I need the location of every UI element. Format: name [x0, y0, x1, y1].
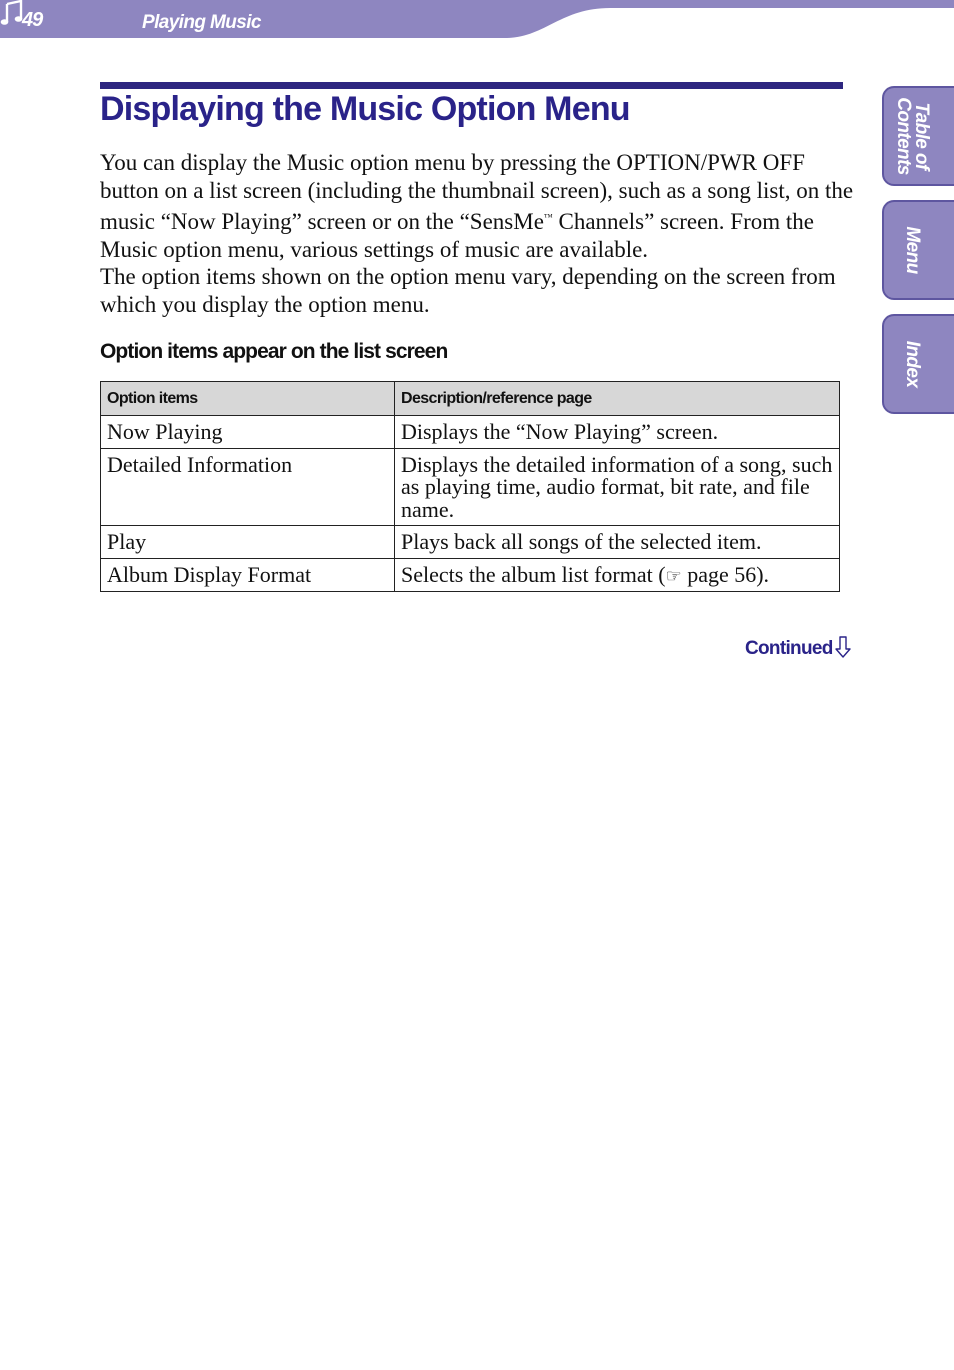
option-item: Play — [101, 526, 395, 559]
options-table — [100, 381, 840, 592]
tab-menu[interactable] — [882, 200, 954, 300]
column-header-option-items: Option items — [101, 382, 395, 416]
option-description: Displays the “Now Playing” screen. — [395, 416, 840, 449]
table-row — [101, 416, 840, 449]
pointing-hand-icon: ☞ — [665, 565, 682, 586]
table-row — [101, 448, 840, 526]
subheading: Option items appear on the list screen — [100, 340, 448, 363]
page-number: 49 — [22, 9, 43, 31]
section-title: Playing Music — [142, 12, 261, 33]
intro-paragraph-2: The option items shown on the option menu vary, depending on the screen from which you display the option menu. — [100, 264, 836, 317]
option-item: Detailed Information — [101, 448, 395, 526]
option-item: Now Playing — [101, 416, 395, 449]
arrow-down-icon — [835, 636, 851, 658]
intro-paragraph-1: You can display the Music option menu by pressing the OPTION/PWR OFF button on a list screen (including the thumbnail screen), such as a song list, on the music “Now Playing” screen or on the “SensMe™ Channels” screen. From the Music option menu, various settings of music are available. — [100, 150, 854, 262]
music-note-icon — [0, 0, 24, 26]
intro-text — [100, 149, 860, 318]
continued-link[interactable] — [745, 636, 851, 660]
continued-label: Continued — [745, 638, 833, 659]
tab-index[interactable] — [882, 314, 954, 414]
option-item: Album Display Format — [101, 558, 395, 592]
header-band — [0, 0, 954, 40]
tab-menu-label: Menu — [902, 226, 923, 274]
option-description: Displays the detailed information of a song, such as playing time, audio format, bit rate, and file name. — [395, 448, 840, 526]
page-reference-link[interactable]: page 56). — [681, 561, 770, 587]
option-description: Selects the album list format (☞ page 56). — [395, 558, 840, 592]
table-row — [101, 526, 840, 559]
tab-index-label: Index — [902, 340, 923, 388]
page-title: Displaying the Music Option Menu — [100, 90, 630, 128]
option-description: Plays back all songs of the selected item. — [395, 526, 840, 559]
trademark-symbol: ™ — [543, 212, 553, 222]
tab-table-of-contents[interactable] — [882, 86, 954, 186]
column-header-description: Description/reference page — [395, 382, 840, 416]
table-header-row — [101, 382, 840, 416]
tab-table-of-contents-label: Table of Contents — [893, 97, 932, 175]
title-rule — [100, 82, 843, 89]
table-row — [101, 558, 840, 592]
